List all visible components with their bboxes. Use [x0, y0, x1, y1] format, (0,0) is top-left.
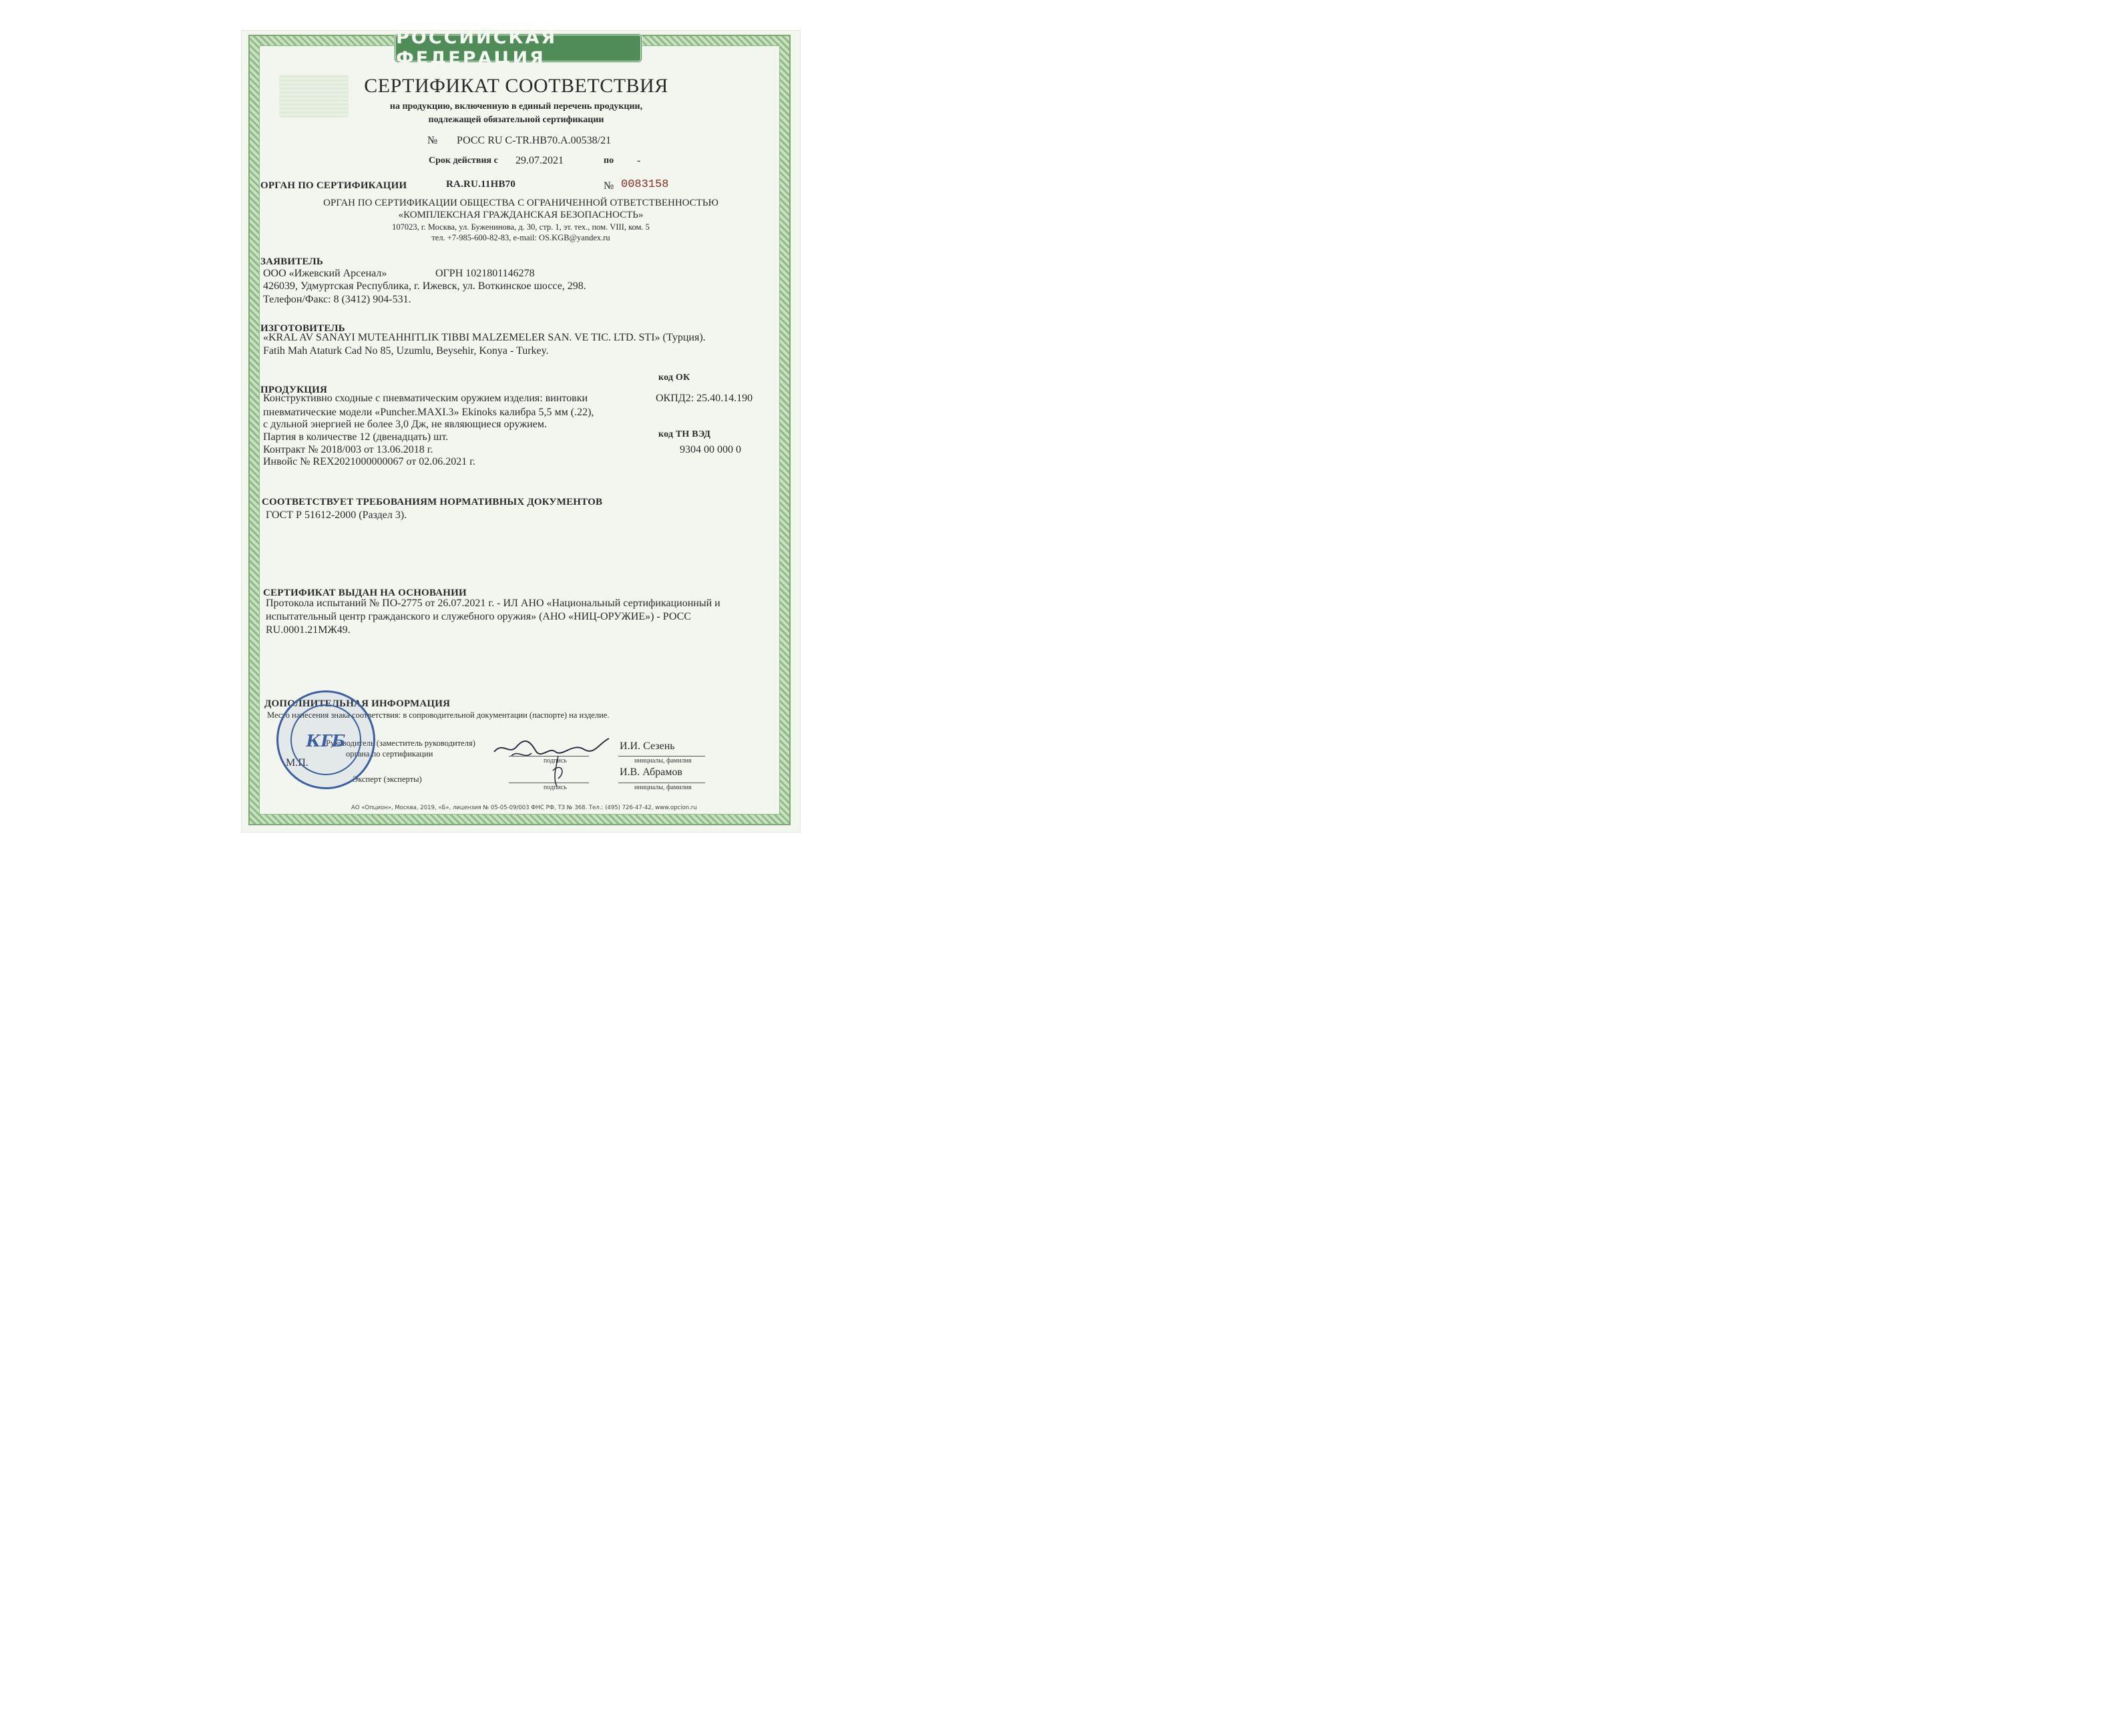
form-number: 0083158: [621, 178, 669, 191]
expert-name-caption: инициалы, фамилия: [634, 784, 692, 791]
subtitle-line-1: на продукцию, включенную в единый перечень продукции,: [389, 101, 643, 112]
additional-info-text: Место нанесения знака соответствия: в сопроводительной документации (паспорте) на изделие.: [267, 710, 610, 720]
basis-line-1: Протокола испытаний № ПО-2775 от 26.07.2021 г. - ИЛ АНО «Национальный сертификационный и: [266, 598, 720, 609]
head-signer-label: Руководитель (заместитель руководителя): [326, 738, 475, 748]
body-name-line-1: ОРГАН ПО СЕРТИФИКАЦИИ ОБЩЕСТВА С ОГРАНИЧЕННОЙ ОТВЕТСТВЕННОСТЬЮ: [323, 198, 718, 208]
product-line-2: пневматические модели «Puncher.MAXI.3» Ekinoks калибра 5,5 мм (.22),: [263, 407, 594, 418]
body-contacts: тел. +7-985-600-82-83, e-mail: OS.KGB@yandex.ru: [431, 233, 610, 242]
head-signer-name: И.И. Сезень: [620, 740, 675, 752]
organization-stamp: [276, 690, 375, 789]
basis-line-2: испытательный центр гражданского и служебного оружия» (АНО «НИЦ-ОРУЖИЕ») - РОСС: [266, 611, 691, 622]
manufacturer-address: Fatih Mah Ataturk Cad No 85, Uzumlu, Beysehir, Konya - Turkey.: [263, 345, 549, 357]
expert-name: И.В. Абрамов: [620, 767, 682, 778]
product-line-6: Инвойс № REX2021000000067 от 02.06.2021 г.: [263, 456, 476, 467]
certificate-number: РОСС RU C-TR.НВ70.А.00538/21: [457, 135, 612, 146]
product-line-3: с дульной энергией не более 3,0 Дж, не являющиеся оружием.: [263, 419, 547, 430]
okpd-code: ОКПД2: 25.40.14.190: [656, 393, 753, 404]
number-label: №: [427, 135, 438, 146]
applicant-address: 426039, Удмуртская Республика, г. Ижевск, ул. Воткинское шоссе, 298.: [263, 280, 586, 292]
applicant-phone: Телефон/Факс: 8 (3412) 904-531.: [263, 294, 411, 305]
applicant-heading: ЗАЯВИТЕЛЬ: [260, 256, 323, 267]
certification-body-code: RA.RU.11HB70: [446, 179, 516, 190]
printer-footer: АО «Опцион», Москва, 2019, «Б», лицензия № 05-05-09/003 ФНС РФ, ТЗ № 368. Тел.: (495) 726-47-42, www.opcion.ru: [351, 805, 697, 811]
handwritten-signatures: [491, 729, 612, 789]
validity-to-label: по: [604, 156, 614, 166]
conformity-document: ГОСТ Р 51612-2000 (Раздел 3).: [266, 509, 407, 521]
body-name-line-2: «КОМПЛЕКСНАЯ ГРАЖДАНСКАЯ БЕЗОПАСНОСТЬ»: [398, 210, 644, 220]
product-line-5: Контракт № 2018/003 от 13.06.2018 г.: [263, 444, 433, 455]
form-number-label: №: [604, 180, 614, 192]
country-banner: РОССИЙСКАЯ ФЕДЕРАЦИЯ: [394, 33, 642, 63]
product-heading: ПРОДУКЦИЯ: [260, 385, 328, 395]
validity-to: -: [637, 155, 641, 166]
validity-label: Срок действия с: [429, 156, 498, 166]
ok-code-heading: код ОК: [658, 373, 690, 383]
head-signature-caption: подпись: [544, 757, 567, 765]
stamp-center-text: КГБ: [306, 731, 346, 750]
expert-signature-caption: подпись: [544, 784, 567, 791]
product-line-4: Партия в количестве 12 (двенадцать) шт.: [263, 431, 449, 443]
body-address: 107023, г. Москва, ул. Буженинова, д. 30, стр. 1, эт. тех., пом. VIII, ком. 5: [392, 222, 650, 232]
tnved-heading: код ТН ВЭД: [658, 429, 711, 439]
basis-line-3: RU.0001.21МЖ49.: [266, 624, 351, 636]
basis-heading: СЕРТИФИКАТ ВЫДАН НА ОСНОВАНИИ: [263, 588, 467, 598]
additional-info-heading: ДОПОЛНИТЕЛЬНАЯ ИНФОРМАЦИЯ: [264, 698, 451, 709]
validity-from: 29.07.2021: [515, 155, 564, 166]
stamp-place-label: М.П.: [286, 757, 308, 769]
tnved-code: 9304 00 000 0: [680, 444, 741, 455]
manufacturer-name: «KRAL AV SANAYI MUTEAHHITLIK TIBBI MALZEMELER SAN. VE TIC. LTD. STI» (Турция).: [263, 332, 706, 343]
applicant-name: ООО «Ижевский Арсенал»: [263, 268, 387, 279]
subtitle-line-2: подлежащей обязательной сертификации: [428, 115, 604, 125]
expert-label: Эксперт (эксперты): [353, 775, 422, 784]
head-signer-label-2: органа по сертификации: [346, 749, 433, 758]
product-line-1: Конструктивно сходные с пневматическим оружием изделия: винтовки: [263, 393, 588, 404]
certification-body-label: ОРГАН ПО СЕРТИФИКАЦИИ: [260, 180, 407, 191]
applicant-ogrn: ОГРН 1021801146278: [435, 268, 535, 279]
certificate-title: СЕРТИФИКАТ СООТВЕТСТВИЯ: [364, 75, 668, 97]
conformity-heading: СООТВЕТСТВУЕТ ТРЕБОВАНИЯМ НОРМАТИВНЫХ ДОКУМЕНТОВ: [262, 497, 603, 507]
manufacturer-heading: ИЗГОТОВИТЕЛЬ: [260, 323, 345, 334]
head-name-caption: инициалы, фамилия: [634, 757, 692, 765]
